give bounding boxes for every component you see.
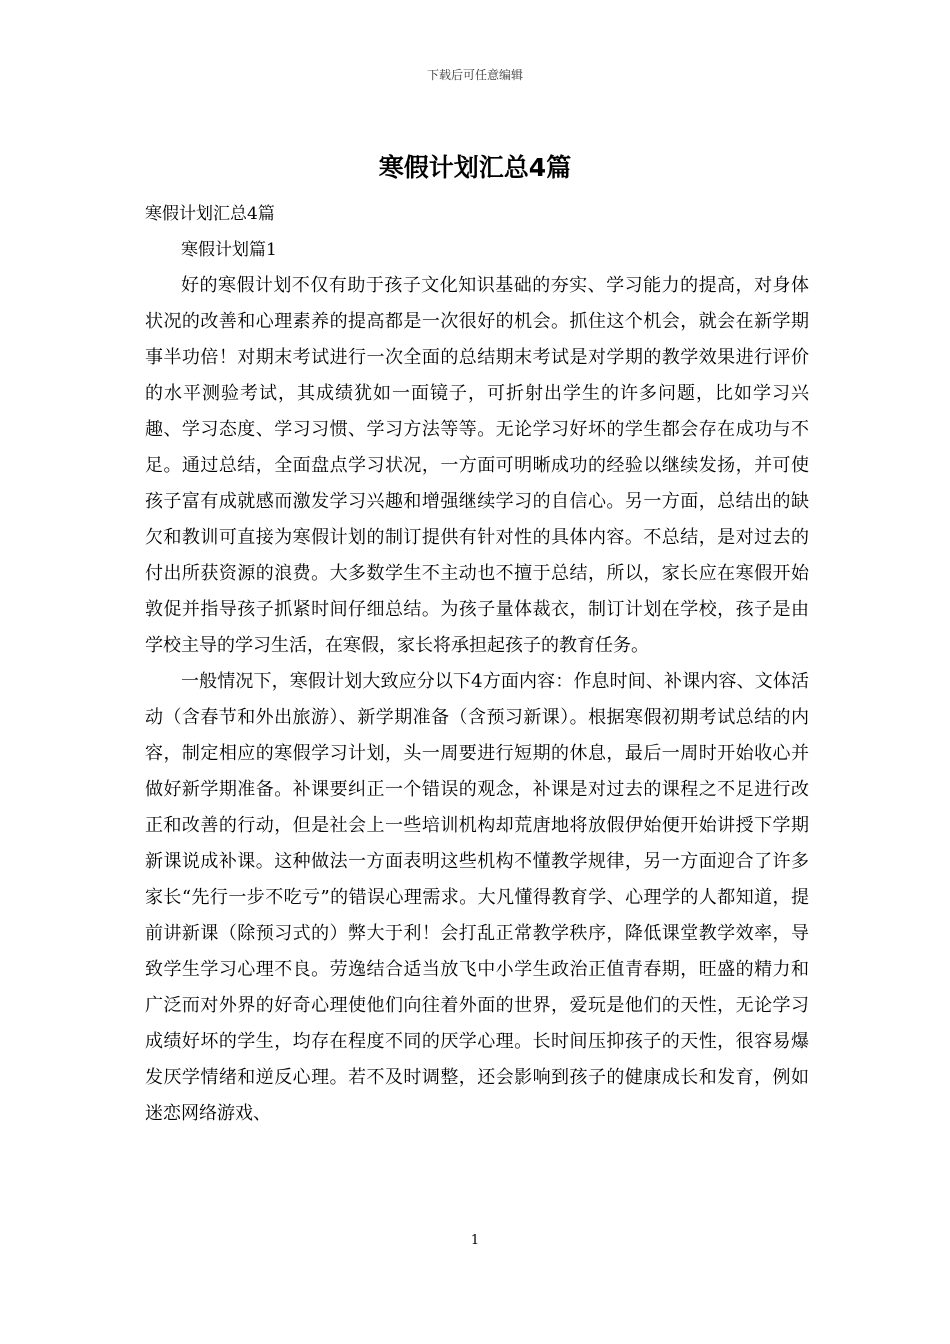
page-number: 1 — [470, 1233, 480, 1248]
body-paragraph: 一般情况下，寒假计划大致应分以下4方面内容：作息时间、补课内容、文体活动（含春节和外出旅游）、新学期准备（含预习新课）。根据寒假初期考试总结的内容，制定相应的寒假学习计划，头一周要进行短期的休息，最后一周时开始收心并做好新学期准备。补课要纠正一个错误的观念，补课是对过去的课程之不足进行改正和改善的行动，但是社会上一些培训机构却荒唐地将放假伊始便开始讲授下学期新课说成补课。这种做法一方面表明这些机构不懂教学规律，另一方面迎合了许多家长“先行一步不吃亏”的错误心理需求。大凡懂得教育学、心理学的人都知道，提前讲新课（除预习式的）弊大于利！会打乱正常教学秩序，降低课堂教学效率，导致学生学习心理不良。劳逸结合适当放飞中小学生政治正值青春期，旺盛的精力和广泛而对外界的好奇心理使他们向往着外面的世界，爱玩是他们的天性，无论学习成绩好坏的学生，均存在程度不同的厌学心理。长时间压抑孩子的天性，很容易爆发厌学情绪和逆反心理。若不及时调整，还会影响到孩子的健康成长和发育，例如迷恋网络游戏、 — [145, 671, 809, 1124]
document-body — [145, 196, 809, 1132]
document-title: 寒假计划汇总4篇 — [378, 153, 572, 182]
document-subtitle: 寒假计划汇总4篇 — [145, 204, 275, 224]
section-heading: 寒假计划篇1 — [181, 240, 277, 260]
body-paragraph: 好的寒假计划不仅有助于孩子文化知识基础的夯实、学习能力的提高，对身体状况的改善和心理素养的提高都是一次很好的机会。抓住这个机会，就会在新学期事半功倍！对期末考试进行一次全面的总结期末考试是对学期的教学效果进行评价的水平测验考试，其成绩犹如一面镜子，可折射出学生的许多问题，比如学习兴趣、学习态度、学习习惯、学习方法等等。无论学习好坏的学生都会存在成功与不足。通过总结，全面盘点学习状况，一方面可明晰成功的经验以继续发扬，并可使孩子富有成就感而激发学习兴趣和增强继续学习的自信心。另一方面，总结出的缺欠和教训可直接为寒假计划的制订提供有针对性的具体内容。不总结，是对过去的付出所获资源的浪费。大多数学生不主动也不擅于总结，所以，家长应在寒假开始敦促并指导孩子抓紧时间仔细总结。为孩子量体裁衣，制订计划在学校，孩子是由学校主导的学习生活，在寒假，家长将承担起孩子的教育任务。 — [145, 275, 809, 656]
page-header-note: 下载后可任意编辑 — [426, 68, 523, 82]
